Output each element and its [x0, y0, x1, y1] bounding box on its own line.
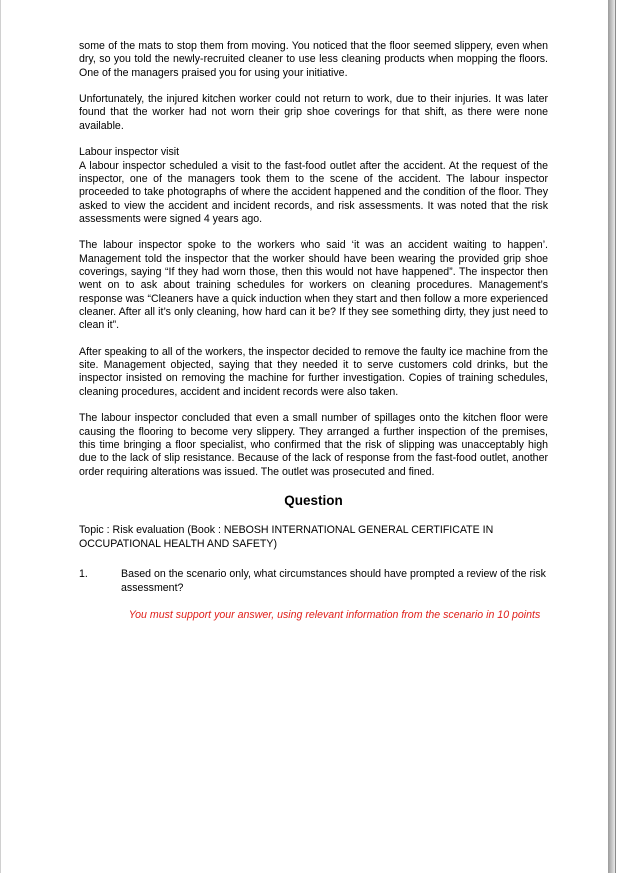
section-heading-labour-inspector: Labour inspector visit [79, 146, 180, 159]
scenario-paragraph: Unfortunately, the injured kitchen worker could not return to work, due to their injuries. It was later found that the worker had not worn their grip shoe coverings for that shift, as there were none available. [79, 93, 548, 132]
question-topic: Topic : Risk evaluation (Book : NEBOSH INTERNATIONAL GENERAL CERTIFICATE IN OCCUPATIONAL HEALTH AND SAFETY) [79, 524, 494, 551]
question-item [79, 567, 548, 595]
inspector-paragraph: A labour inspector scheduled a visit to the fast-food outlet after the accident. At the request of the inspector, one of the managers took them to the scene of the accident. The labour inspector proceeded to take photographs of where the accident happened and the condition of the floor. They asked to view the accident and incident records, and risk assessments. It was noted that the risk assessments were signed 4 years ago. [79, 159, 548, 225]
question-title: Question [284, 492, 343, 508]
inspector-paragraph: After speaking to all of the workers, the inspector decided to remove the faulty ice machine from the site. Management objected, saying that they needed it to serve customers cold drinks, but the inspector insisted on removing the machine for further investigation. Copies of training schedules, cleaning procedures, accident and incident records were also taken. [79, 345, 548, 398]
answer-instruction-note: You must support your answer, using relevant information from the scenario in 10 points [128, 609, 541, 622]
page-edge-shadow [608, 0, 615, 873]
question-text: Based on the scenario only, what circumstances should have prompted a review of the risk assessment? [121, 568, 546, 595]
question-number: 1. [79, 568, 88, 581]
document-content [79, 40, 548, 623]
inspector-paragraph: The labour inspector spoke to the workers who said ‘it was an accident waiting to happen’. Management told the inspector that the worker should have been wearing the provided grip shoe coverings, saying “If they had worn those, then this would not have happened”. The inspector then went on to ask about training schedules for workers on cleaning procedures. Management’s response was “Cleaners have a quick induction when they start and then follow a more experienced cleaner. After all it’s only cleaning, how hard can it be? If they see something dirty, they just need to clean it”. [79, 239, 548, 332]
scenario-paragraph: some of the mats to stop them from moving. You noticed that the floor seemed slippery, even when dry, so you told the newly-recruited cleaner to use less cleaning products when mopping the floors. One of the managers praised you for using your initiative. [79, 40, 548, 79]
inspector-paragraph: The labour inspector concluded that even a small number of spillages onto the kitchen floor were causing the flooring to become very slippery. They arranged a further inspection of the premises, this time bringing a floor specialist, who confirmed that the risk of slipping was unacceptably high due to the lack of slip resistance. Because of the lack of response from the fast-food outlet, another order requiring alterations was issued. The outlet was prosecuted and fined. [79, 412, 548, 478]
